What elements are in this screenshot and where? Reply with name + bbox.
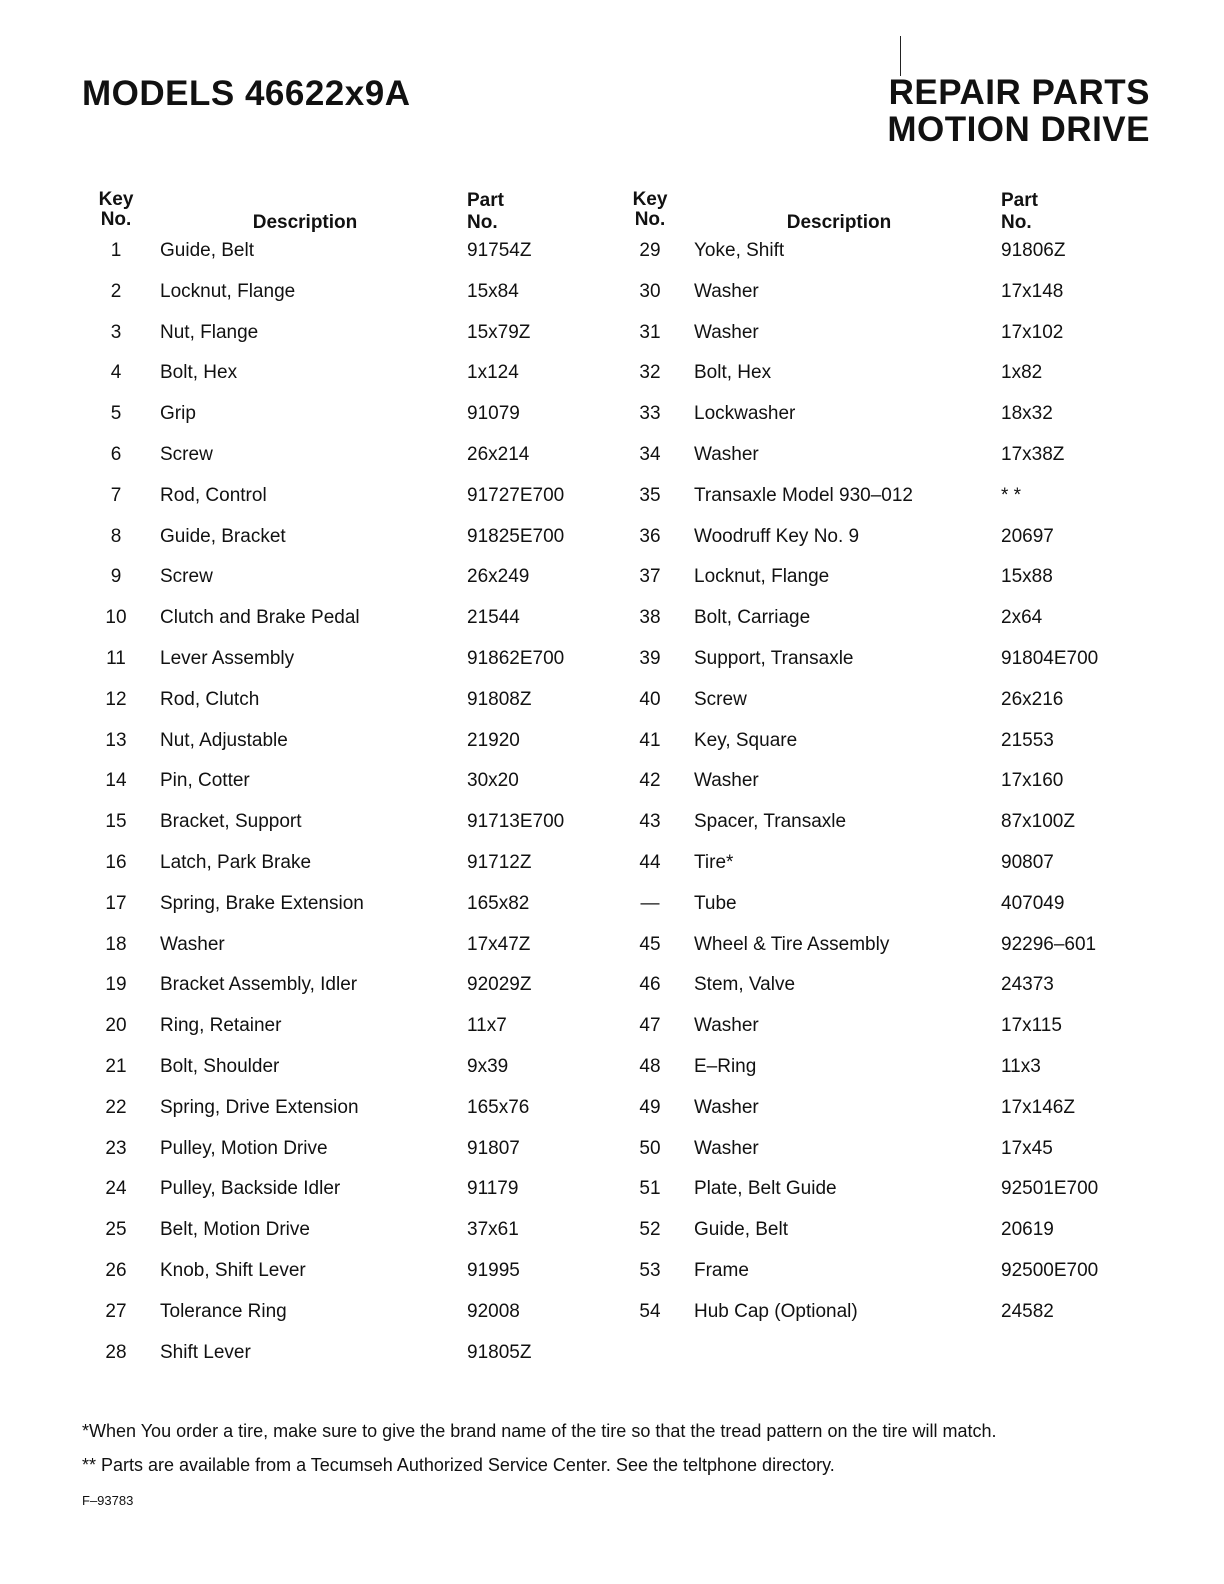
description-cell: Spring, Brake Extension [160, 892, 364, 914]
description-cell: Transaxle Model 930–012 [694, 484, 913, 506]
description-cell: Tolerance Ring [160, 1300, 287, 1322]
description-cell: Latch, Park Brake [160, 851, 312, 873]
part-no-cell: 26x249 [467, 566, 530, 588]
description-cell: Pulley, Backside Idler [160, 1178, 341, 1200]
part-no-cell: 91862E700 [467, 647, 565, 669]
description-cell: Screw [160, 443, 213, 465]
description-cell: Nut, Adjustable [160, 729, 288, 751]
part-no-cell: 17x148 [1001, 280, 1064, 302]
key-no-cell: 45 [639, 933, 661, 955]
margin-mark [900, 36, 901, 76]
key-no-cell: 2 [110, 280, 122, 302]
key-no-cell: 42 [639, 770, 661, 792]
key-no-cell: 41 [639, 729, 661, 751]
description-cell: Guide, Bracket [160, 525, 286, 547]
description-cell: Pulley, Motion Drive [160, 1137, 328, 1159]
key-no-cell: 51 [639, 1178, 661, 1200]
key-no-cell: 18 [105, 933, 127, 955]
part-no-cell: 91807 [467, 1137, 520, 1159]
key-no-cell: 28 [105, 1341, 127, 1363]
key-no-cell: 4 [110, 362, 122, 384]
description-cell: Screw [160, 566, 213, 588]
part-no-cell: 26x214 [467, 443, 530, 465]
part-no-cell: 21544 [467, 607, 520, 629]
key-no-cell: 13 [105, 729, 127, 751]
part-no-cell: 17x146Z [1001, 1096, 1075, 1118]
key-no-cell: 19 [105, 974, 127, 996]
key-no-cell: 36 [639, 525, 661, 547]
part-no-cell: 1x124 [467, 362, 519, 384]
part-no-cell: 91712Z [467, 851, 532, 873]
part-no-cell: 91808Z [467, 688, 532, 710]
part-no-cell: 92008 [467, 1300, 520, 1322]
part-no-cell: * * [1001, 484, 1022, 506]
description-cell: Bracket Assembly, Idler [160, 974, 358, 996]
part-no-cell: 91806Z [1001, 240, 1066, 261]
part-no-cell: 24582 [1001, 1300, 1054, 1322]
part-no-cell: 165x76 [467, 1096, 530, 1118]
description-cell: Washer [694, 1096, 759, 1118]
section-title-line2: MOTION DRIVE [887, 110, 1150, 149]
part-no-cell: 24373 [1001, 974, 1054, 996]
description-cell: Screw [694, 688, 747, 710]
part-no-cell: 17x38Z [1001, 443, 1065, 465]
description-cell: Knob, Shift Lever [160, 1259, 306, 1281]
key-no-cell: 26 [105, 1259, 127, 1281]
part-no-cell: 91179 [467, 1178, 519, 1200]
description-cell: Washer [694, 280, 759, 302]
key-no-cell: 44 [639, 851, 661, 873]
part-no-cell: 91754Z [467, 240, 532, 261]
key-header-line1: Key [98, 189, 134, 210]
key-no-cell: 29 [639, 240, 661, 261]
key-no-cell: 32 [639, 362, 661, 384]
key-no-cell: 3 [110, 321, 122, 343]
description-cell: Lockwasher [694, 403, 796, 425]
part-no-cell: 17x102 [1001, 321, 1064, 343]
description-cell: Woodruff Key No. 9 [694, 525, 860, 547]
part-no-cell: 1x82 [1001, 362, 1043, 384]
description-cell: Shift Lever [160, 1341, 251, 1363]
key-no-cell: 39 [639, 647, 661, 669]
description-cell: Washer [694, 770, 759, 792]
key-no-cell: 27 [105, 1300, 127, 1322]
part-no-cell: 87x100Z [1001, 811, 1075, 833]
description-header: Description [252, 212, 358, 233]
key-no-cell: 49 [639, 1096, 661, 1118]
description-cell: Support, Transaxle [694, 647, 854, 669]
description-cell: Hub Cap (Optional) [694, 1300, 858, 1322]
form-code: F–93783 [82, 1493, 134, 1508]
key-no-cell: 46 [639, 974, 661, 996]
key-no-cell: 20 [105, 1015, 127, 1037]
key-no-cell: 33 [639, 403, 661, 425]
description-cell: Yoke, Shift [694, 240, 785, 261]
part-no-cell: 18x32 [1001, 403, 1053, 425]
description-cell: Bolt, Shoulder [160, 1055, 280, 1077]
part-no-cell: 17x45 [1001, 1137, 1053, 1159]
key-no-cell: 14 [105, 770, 127, 792]
key-no-cell: 7 [110, 484, 122, 506]
part-no-cell: 9x39 [467, 1055, 509, 1077]
description-cell: Tire* [694, 851, 734, 873]
description-cell: Bracket, Support [160, 811, 302, 833]
key-no-cell: 10 [105, 607, 127, 629]
key-no-cell: 48 [639, 1055, 661, 1077]
part-no-cell: 165x82 [467, 892, 530, 914]
key-no-cell: 17 [105, 892, 127, 914]
description-cell: Key, Square [694, 729, 798, 751]
part-no-cell: 21920 [467, 729, 520, 751]
description-cell: Spacer, Transaxle [694, 811, 847, 833]
key-no-cell: 11 [106, 647, 126, 669]
key-no-cell: 50 [639, 1137, 661, 1159]
key-no-cell: 31 [639, 321, 661, 343]
key-no-cell: 21 [105, 1055, 127, 1077]
part-no-cell: 20619 [1001, 1219, 1054, 1241]
description-cell: Rod, Control [160, 484, 267, 506]
key-no-cell: 16 [105, 851, 127, 873]
description-cell: Belt, Motion Drive [160, 1219, 310, 1241]
description-cell: Ring, Retainer [160, 1015, 282, 1037]
description-cell: Locknut, Flange [694, 566, 830, 588]
description-cell: Locknut, Flange [160, 280, 296, 302]
part-no-cell: 91804E700 [1001, 647, 1099, 669]
description-cell: Bolt, Hex [694, 362, 772, 384]
key-no-cell: 47 [639, 1015, 661, 1037]
description-header: Description [786, 212, 892, 233]
key-no-cell: 15 [105, 811, 127, 833]
description-cell: Bolt, Hex [160, 362, 238, 384]
description-cell: Pin, Cotter [160, 770, 250, 792]
part-no-cell: 17x47Z [467, 933, 531, 955]
key-no-cell: 6 [110, 443, 122, 465]
part-no-cell: 20697 [1001, 525, 1054, 547]
key-no-cell: 5 [110, 403, 122, 425]
key-no-cell: 38 [639, 607, 661, 629]
description-cell: Frame [694, 1259, 749, 1281]
description-cell: Grip [160, 403, 196, 425]
key-header-line1: Key [632, 189, 668, 210]
description-cell: E–Ring [694, 1055, 757, 1077]
part-no-cell: 91995 [467, 1259, 520, 1281]
key-no-cell: 53 [639, 1259, 661, 1281]
key-no-cell: 35 [639, 484, 661, 506]
part-no-cell: 21553 [1001, 729, 1054, 751]
key-no-cell: 30 [639, 280, 661, 302]
key-header-line2: No. [100, 209, 132, 230]
description-cell: Wheel & Tire Assembly [694, 933, 890, 955]
part-no-cell: 92029Z [467, 974, 532, 996]
part-no-cell: 15x88 [1001, 566, 1053, 588]
description-cell: Washer [694, 321, 759, 343]
part-no-cell: 15x79Z [467, 321, 531, 343]
part-no-cell: 91825E700 [467, 525, 565, 547]
parts-footnote: ** Parts are available from a Tecumseh Authorized Service Center. See the teltphone directory. [82, 1455, 835, 1475]
part-no-cell: 92500E700 [1001, 1259, 1099, 1281]
key-no-cell: 40 [639, 688, 661, 710]
part-no-cell: 26x216 [1001, 688, 1064, 710]
section-title [887, 74, 1150, 148]
tire-footnote: *When You order a tire, make sure to give the brand name of the tire so that the tread pattern on the tire will match. [82, 1421, 997, 1441]
key-no-cell: 52 [639, 1219, 661, 1241]
key-no-cell: 23 [105, 1137, 127, 1159]
part-no-cell: 90807 [1001, 851, 1054, 873]
key-no-cell: 25 [105, 1219, 127, 1241]
part-no-cell: 92501E700 [1001, 1178, 1099, 1200]
key-header-line2: No. [634, 209, 666, 230]
part-no-cell: 91079 [467, 403, 520, 425]
part-no-cell: 11x3 [1001, 1055, 1041, 1077]
description-cell: Guide, Belt [160, 240, 254, 261]
key-no-cell: — [640, 892, 660, 914]
part-no-cell: 17x115 [1001, 1015, 1062, 1037]
description-cell: Washer [694, 1015, 759, 1037]
part-no-cell: 91727E700 [467, 484, 565, 506]
key-no-cell: 1 [110, 240, 122, 261]
part-no-cell: 2x64 [1001, 607, 1043, 629]
part-no-cell: 17x160 [1001, 770, 1064, 792]
key-no-cell: 37 [639, 566, 661, 588]
part-no-cell: 91713E700 [467, 811, 565, 833]
key-no-cell: 22 [105, 1096, 127, 1118]
key-no-cell: 12 [105, 688, 127, 710]
description-cell: Washer [160, 933, 225, 955]
description-cell: Tube [694, 892, 737, 914]
key-no-header [624, 190, 676, 230]
key-no-header [90, 190, 142, 230]
key-no-cell: 24 [105, 1178, 127, 1200]
key-no-cell: 34 [639, 443, 661, 465]
section-title-line1: REPAIR PARTS [888, 73, 1150, 112]
part-no-cell: 11x7 [467, 1015, 507, 1037]
description-cell: Rod, Clutch [160, 688, 260, 710]
key-no-cell: 54 [639, 1300, 661, 1322]
key-no-cell: 8 [110, 525, 122, 547]
description-cell: Clutch and Brake Pedal [160, 607, 360, 629]
part-no-cell: 91805Z [467, 1341, 532, 1363]
models-title: MODELS 46622x9A [82, 74, 411, 113]
description-cell: Guide, Belt [694, 1219, 788, 1241]
key-no-cell: 43 [639, 811, 661, 833]
part-no-cell: 92296–601 [1001, 933, 1097, 955]
part-no-header: Part No. [1001, 190, 1038, 233]
part-no-cell: 37x61 [467, 1219, 519, 1241]
part-no-cell: 407049 [1001, 892, 1065, 914]
part-no-cell: 30x20 [467, 770, 519, 792]
part-no-header: Part No. [467, 190, 504, 233]
description-cell: Lever Assembly [160, 647, 295, 669]
description-cell: Stem, Valve [694, 974, 796, 996]
description-cell: Plate, Belt Guide [694, 1178, 837, 1200]
description-cell: Washer [694, 1137, 759, 1159]
key-no-cell: 9 [110, 566, 122, 588]
part-no-cell: 15x84 [467, 280, 519, 302]
description-cell: Nut, Flange [160, 321, 259, 343]
description-cell: Bolt, Carriage [694, 607, 811, 629]
description-cell: Washer [694, 443, 759, 465]
description-cell: Spring, Drive Extension [160, 1096, 359, 1118]
